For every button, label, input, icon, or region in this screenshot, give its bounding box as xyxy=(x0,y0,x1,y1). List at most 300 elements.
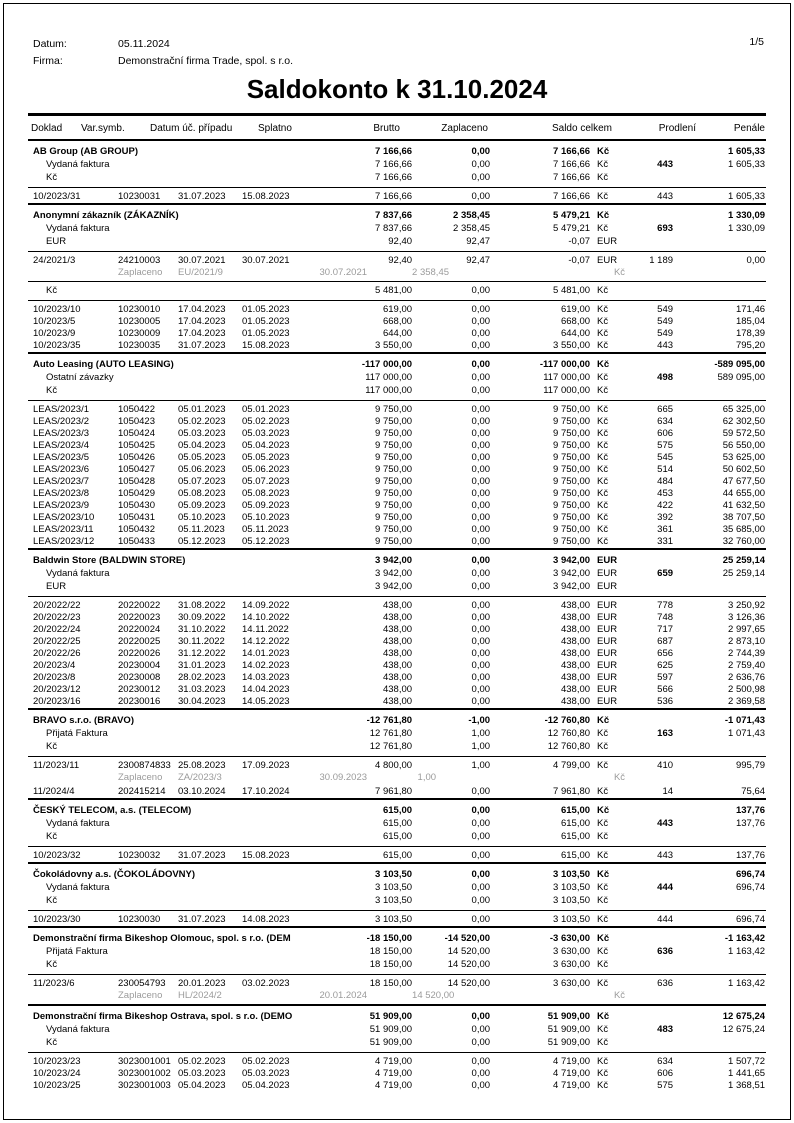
cell-varsymb: 10230010 xyxy=(113,301,173,317)
cell-brutto: 9 750,00 xyxy=(375,440,413,451)
cell-saldo: 12 760,80 xyxy=(547,741,591,752)
col-header-penale: Penále xyxy=(733,123,765,134)
invoice-row xyxy=(28,416,766,428)
col-header-prodleni: Prodlení xyxy=(658,123,696,134)
cell-zaplaceno: 0,00 xyxy=(471,385,491,396)
invoice-row xyxy=(28,252,766,268)
cell-datum: 05.01.2023 xyxy=(173,401,233,417)
cell-varsymb: 20230012 xyxy=(118,684,161,695)
cell-brutto: -117 000,00 xyxy=(300,353,412,372)
cell-saldo: 615,00 xyxy=(560,831,591,842)
group-header-row xyxy=(28,927,766,946)
currency-subtotal-row xyxy=(28,1037,766,1053)
cell-saldo: 4 799,00 xyxy=(490,757,590,773)
cell-zaplaceno: 0,00 xyxy=(471,648,491,659)
cell-datum: 31.12.2022 xyxy=(178,648,226,659)
cell-splatno: 15.08.2023 xyxy=(242,340,290,351)
cell-currency: Kč xyxy=(597,1080,609,1091)
cell-prodleni: 545 xyxy=(657,452,674,463)
cell-penale: 2 759,40 xyxy=(728,660,766,671)
paid-doc-ref: HL/2024/2 xyxy=(178,990,222,1001)
cell-varsymb: 1050427 xyxy=(118,464,155,475)
cell-brutto: 3 942,00 xyxy=(300,549,412,568)
cell-prodleni: 606 xyxy=(657,428,674,439)
cell-prodleni: 444 xyxy=(628,911,676,928)
cell-penale xyxy=(676,282,766,301)
cell-doklad: LEAS/2023/6 xyxy=(33,464,89,475)
cell-splatno: 14.01.2023 xyxy=(242,648,290,659)
cell-prodleni: 778 xyxy=(628,597,676,613)
group-header-row xyxy=(28,353,766,372)
invoice-row xyxy=(28,428,766,440)
cell-splatno: 05.07.2023 xyxy=(242,476,290,487)
cell-prodleni xyxy=(628,895,676,911)
cell-prodleni xyxy=(628,863,676,882)
cell-prodleni: 443 xyxy=(628,847,676,864)
paid-amount: 1,00 xyxy=(417,772,437,783)
group-header-row xyxy=(28,204,766,223)
payment-info-row xyxy=(28,267,766,282)
cell-doklad: 10/2023/23 xyxy=(28,1053,113,1069)
cell-saldo: -12 760,80 xyxy=(490,709,590,728)
invoice-row xyxy=(28,476,766,488)
saldo-table xyxy=(28,141,766,1092)
currency-label: Kč xyxy=(46,385,58,396)
cell-zaplaceno: 0,00 xyxy=(471,1068,491,1079)
cell-varsymb: 1050423 xyxy=(118,416,155,427)
cell-datum: 31.03.2023 xyxy=(178,684,226,695)
cell-currency: EUR xyxy=(597,672,618,683)
currency-label: Kč xyxy=(46,959,58,970)
cell-brutto: 9 750,00 xyxy=(375,428,413,439)
cell-currency: Kč xyxy=(597,959,609,970)
cell-brutto: -12 761,80 xyxy=(300,709,412,728)
col-header-varsymb: Var.symb. xyxy=(81,123,125,134)
cell-penale: 185,04 xyxy=(735,316,766,327)
cell-currency: Kč xyxy=(597,488,609,499)
cell-saldo: 3 103,50 xyxy=(553,895,591,906)
cell-brutto: 9 750,00 xyxy=(375,536,413,547)
cell-brutto: 7 166,66 xyxy=(375,172,413,183)
cell-penale: 795,20 xyxy=(735,340,766,351)
cell-prodleni: 636 xyxy=(628,975,676,991)
cell-doklad: 11/2023/11 xyxy=(28,757,113,773)
report-title: Saldokonto k 31.10.2024 xyxy=(246,74,548,104)
currency-label: Kč xyxy=(46,1037,58,1048)
cell-brutto: 438,00 xyxy=(382,672,413,683)
cell-saldo: 644,00 xyxy=(560,328,591,339)
doc-type-row xyxy=(28,1024,766,1037)
cell-datum: 30.04.2023 xyxy=(178,696,226,707)
cell-splatno: 14.03.2023 xyxy=(242,672,290,683)
cell-datum: 31.07.2023 xyxy=(173,188,233,205)
cell-brutto: 615,00 xyxy=(382,818,413,829)
cell-varsymb: 10230032 xyxy=(113,847,173,864)
cell-penale: 2 997,65 xyxy=(728,624,766,635)
cell-currency: EUR xyxy=(597,568,618,579)
invoice-row xyxy=(28,660,766,672)
cell-datum: 05.05.2023 xyxy=(178,452,226,463)
cell-currency: Kč xyxy=(597,440,609,451)
cell-currency: Kč xyxy=(590,799,628,818)
cell-varsymb: 10230005 xyxy=(118,316,161,327)
cell-penale: 1 605,33 xyxy=(728,159,766,170)
cell-penale: 696,74 xyxy=(676,911,766,928)
cell-saldo: 3 630,00 xyxy=(553,959,591,970)
cell-prodleni: 693 xyxy=(657,223,674,234)
cell-brutto: 644,00 xyxy=(382,328,413,339)
cell-brutto: 9 750,00 xyxy=(375,524,413,535)
cell-saldo: 3 103,50 xyxy=(490,911,590,928)
cell-saldo: 438,00 xyxy=(560,660,591,671)
cell-penale: 25 259,14 xyxy=(676,549,766,568)
cell-brutto: 3 942,00 xyxy=(375,581,413,592)
cell-saldo: -3 630,00 xyxy=(490,927,590,946)
invoice-row xyxy=(28,401,766,417)
cell-doklad: 20/2023/4 xyxy=(33,660,76,671)
doc-type-label: Přijatá Faktura xyxy=(46,728,108,739)
cell-prodleni: 392 xyxy=(657,512,674,523)
cell-doklad: 10/2023/10 xyxy=(28,301,113,317)
cell-currency: Kč xyxy=(597,741,609,752)
cell-penale xyxy=(676,895,766,911)
cell-zaplaceno: 0,00 xyxy=(471,536,491,547)
cell-doklad: LEAS/2023/12 xyxy=(33,536,95,547)
cell-penale xyxy=(676,741,766,757)
cell-currency: Kč xyxy=(597,946,609,957)
cell-zaplaceno: 0,00 xyxy=(471,488,491,499)
cell-saldo: 9 750,00 xyxy=(553,440,591,451)
cell-splatno: 05.02.2023 xyxy=(233,1053,300,1069)
cell-saldo: 9 750,00 xyxy=(490,401,590,417)
group-header-row xyxy=(28,799,766,818)
cell-splatno: 05.11.2023 xyxy=(242,524,289,535)
cell-penale: 1 163,42 xyxy=(728,946,766,957)
cell-penale: 1 330,09 xyxy=(676,204,766,223)
cell-penale xyxy=(676,267,766,282)
cell-saldo: 438,00 xyxy=(560,612,591,623)
invoice-row xyxy=(28,488,766,500)
cell-brutto: 9 750,00 xyxy=(375,476,413,487)
invoice-row xyxy=(28,188,766,205)
paid-doc-ref: ZA/2023/3 xyxy=(178,772,222,783)
cell-doklad: 10/2023/35 xyxy=(33,340,81,351)
cell-brutto: 12 761,80 xyxy=(369,741,413,752)
cell-zaplaceno: 92,47 xyxy=(466,236,491,247)
cell-brutto: 438,00 xyxy=(382,624,413,635)
cell-brutto: 438,00 xyxy=(382,696,413,707)
cell-zaplaceno: 0,00 xyxy=(471,1080,491,1091)
cell-saldo: 615,00 xyxy=(490,799,590,818)
cell-penale: 2 500,98 xyxy=(728,684,766,695)
cell-penale: 53 625,00 xyxy=(722,452,766,463)
cell-prodleni xyxy=(628,204,676,223)
cell-penale: 1 368,51 xyxy=(728,1080,766,1091)
cell-saldo xyxy=(490,772,590,786)
cell-saldo: 9 750,00 xyxy=(553,524,591,535)
cell-prodleni: 606 xyxy=(657,1068,674,1079)
cell-varsymb: 1050428 xyxy=(118,476,155,487)
cell-prodleni: 659 xyxy=(657,568,674,579)
cell-currency: Kč xyxy=(590,188,628,205)
cell-prodleni: 687 xyxy=(657,636,674,647)
cell-brutto: 12 761,80 xyxy=(369,728,413,739)
col-header-doklad: Doklad xyxy=(31,123,63,134)
report-company-row xyxy=(33,53,293,70)
cell-zaplaceno: 0,00 xyxy=(471,624,491,635)
cell-penale: 41 632,50 xyxy=(722,500,766,511)
cell-penale: 62 302,50 xyxy=(722,416,766,427)
cell-prodleni: 665 xyxy=(628,401,676,417)
cell-brutto: 51 909,00 xyxy=(369,1024,413,1035)
cell-brutto: 117 000,00 xyxy=(365,372,413,383)
cell-prodleni xyxy=(628,236,676,252)
cell-saldo: -0,07 xyxy=(490,252,590,268)
cell-splatno: 05.04.2023 xyxy=(242,1080,290,1091)
doc-type-row xyxy=(28,818,766,831)
cell-doklad xyxy=(28,267,113,282)
cell-zaplaceno: 0,00 xyxy=(471,672,491,683)
cell-brutto: 51 909,00 xyxy=(369,1037,413,1048)
cell-datum: 05.04.2023 xyxy=(178,440,226,451)
currency-subtotal-row xyxy=(28,831,766,847)
cell-currency: EUR xyxy=(590,252,628,268)
cell-splatno: 01.05.2023 xyxy=(233,301,300,317)
cell-brutto: 438,00 xyxy=(382,636,413,647)
cell-zaplaceno: 0,00 xyxy=(471,340,491,351)
cell-penale: 1 330,09 xyxy=(728,223,766,234)
invoice-row xyxy=(28,1053,766,1069)
col-header-splatno: Splatno xyxy=(258,123,292,134)
cell-saldo: 438,00 xyxy=(490,597,590,613)
cell-brutto: 9 750,00 xyxy=(300,401,412,417)
group-name: Auto Leasing (AUTO LEASING) xyxy=(28,353,300,372)
cell-doklad: 20/2022/26 xyxy=(33,648,81,659)
doc-type-row xyxy=(28,223,766,236)
cell-brutto: -18 150,00 xyxy=(300,927,412,946)
cell-saldo: 7 166,66 xyxy=(490,188,590,205)
cell-splatno: 03.02.2023 xyxy=(233,975,300,991)
cell-currency: Kč xyxy=(597,476,609,487)
cell-penale: 2 873,10 xyxy=(728,636,766,647)
cell-datum: 30.09.2022 xyxy=(178,612,226,623)
cell-penale: 12 675,24 xyxy=(676,1005,766,1024)
cell-prodleni xyxy=(628,831,676,847)
invoice-row xyxy=(28,440,766,452)
cell-saldo: 438,00 xyxy=(560,648,591,659)
cell-penale xyxy=(676,990,766,1005)
cell-saldo: 3 630,00 xyxy=(553,946,591,957)
cell-zaplaceno: 0,00 xyxy=(471,895,491,906)
cell-doklad: LEAS/2023/9 xyxy=(33,500,89,511)
cell-splatno: 05.02.2023 xyxy=(242,416,290,427)
cell-brutto: 9 750,00 xyxy=(375,512,413,523)
cell-doklad: LEAS/2023/7 xyxy=(33,476,89,487)
cell-penale: 2 636,76 xyxy=(728,672,766,683)
cell-splatno: 14.08.2023 xyxy=(233,911,300,928)
paid-date: 30.07.2021 xyxy=(319,267,368,278)
paid-label: Zaplaceno xyxy=(118,990,163,1001)
cell-prodleni xyxy=(628,581,676,597)
cell-currency: Kč xyxy=(590,1005,628,1024)
cell-datum: 31.10.2022 xyxy=(178,624,226,635)
cell-penale: 38 707,50 xyxy=(722,512,766,523)
cell-saldo: 4 719,00 xyxy=(553,1068,591,1079)
cell-doklad: 20/2023/12 xyxy=(33,684,81,695)
cell-varsymb: 1050426 xyxy=(118,452,155,463)
cell-zaplaceno: 0,00 xyxy=(471,831,491,842)
cell-saldo: -0,07 xyxy=(568,236,591,247)
cell-varsymb: 20220022 xyxy=(113,597,173,613)
cell-penale: 696,74 xyxy=(676,863,766,882)
cell-zaplaceno: 0,00 xyxy=(471,452,491,463)
cell-doklad: LEAS/2023/4 xyxy=(33,440,89,451)
cell-currency: EUR xyxy=(597,612,618,623)
cell-currency: EUR xyxy=(597,236,618,247)
invoice-row xyxy=(28,500,766,512)
cell-doklad: LEAS/2023/8 xyxy=(33,488,89,499)
invoice-row xyxy=(28,1068,766,1080)
cell-brutto: 438,00 xyxy=(300,597,412,613)
cell-saldo: 117 000,00 xyxy=(543,385,591,396)
cell-currency: EUR xyxy=(590,597,628,613)
cell-zaplaceno: 0,00 xyxy=(471,1024,491,1035)
invoice-row xyxy=(28,636,766,648)
cell-doklad: LEAS/2023/1 xyxy=(28,401,113,417)
payment-info-row xyxy=(28,990,766,1005)
cell-brutto: 18 150,00 xyxy=(369,959,413,970)
cell-doklad: 10/2023/31 xyxy=(28,188,113,205)
cell-penale: -1 071,43 xyxy=(676,709,766,728)
cell-prodleni: 656 xyxy=(657,648,674,659)
cell-prodleni: 575 xyxy=(657,440,674,451)
cell-saldo: 3 942,00 xyxy=(553,568,591,579)
cell-zaplaceno: 14 520,00 xyxy=(447,959,491,970)
cell-currency: Kč xyxy=(597,146,610,157)
cell-penale: 1 163,42 xyxy=(676,975,766,991)
cell-splatno: 01.05.2023 xyxy=(242,316,290,327)
cell-saldo: 9 750,00 xyxy=(553,500,591,511)
cell-currency: Kč xyxy=(590,353,628,372)
cell-splatno: 14.11.2022 xyxy=(242,624,289,635)
cell-brutto: 615,00 xyxy=(300,847,412,864)
invoice-row xyxy=(28,786,766,799)
title-rule xyxy=(28,113,766,116)
cell-brutto: 9 750,00 xyxy=(375,500,413,511)
cell-prodleni xyxy=(628,772,676,786)
cell-doklad: 20/2022/22 xyxy=(28,597,113,613)
cell-zaplaceno: 0,00 xyxy=(412,188,490,205)
company-value: Demonstrační firma Trade, spol. s r.o. xyxy=(118,55,294,67)
cell-prodleni xyxy=(628,282,676,301)
cell-doklad: 11/2024/4 xyxy=(33,786,75,797)
col-header-datum-uc-pripadu: Datum úč. případu xyxy=(150,123,233,134)
cell-penale: 137,76 xyxy=(735,818,766,829)
cell-prodleni xyxy=(628,927,676,946)
cell-varsymb: 1050424 xyxy=(118,428,155,439)
cell-prodleni xyxy=(628,1037,676,1053)
cell-zaplaceno: 0,00 xyxy=(412,1053,490,1069)
cell-penale xyxy=(676,172,766,188)
currency-subtotal-row xyxy=(28,741,766,757)
cell-zaplaceno: 14 520,00 xyxy=(447,946,491,957)
cell-saldo: 3 103,50 xyxy=(553,882,591,893)
cell-zaplaceno: 0,00 xyxy=(471,612,491,623)
cell-datum: 17.04.2023 xyxy=(178,316,226,327)
cell-zaplaceno: 2 358,45 xyxy=(453,223,491,234)
cell-brutto: 615,00 xyxy=(382,831,413,842)
cell-currency: EUR xyxy=(597,696,618,707)
cell-zaplaceno: 0,00 xyxy=(471,786,491,797)
cell-brutto: 438,00 xyxy=(382,660,413,671)
cell-saldo: 438,00 xyxy=(560,696,591,707)
cell-saldo: 7 166,66 xyxy=(553,159,591,170)
cell-prodleni: 410 xyxy=(628,757,676,773)
cell-currency: Kč xyxy=(597,372,609,383)
cell-splatno: 05.03.2023 xyxy=(242,428,290,439)
cell-zaplaceno: 0,00 xyxy=(471,512,491,523)
doc-type-row xyxy=(28,372,766,385)
cell-currency: Kč xyxy=(590,757,628,773)
cell-saldo: 12 760,80 xyxy=(547,728,591,739)
cell-penale: 137,76 xyxy=(676,847,766,864)
cell-brutto: 5 481,00 xyxy=(300,282,412,301)
cell-varsymb: 24210003 xyxy=(113,252,173,268)
cell-prodleni: 361 xyxy=(657,524,674,535)
cell-prodleni: 444 xyxy=(657,882,674,893)
cell-currency: Kč xyxy=(590,863,628,882)
cell-brutto: 4 719,00 xyxy=(375,1068,413,1079)
doc-type-label: Vydaná faktura xyxy=(46,159,110,170)
cell-penale: 47 677,50 xyxy=(722,476,766,487)
cell-zaplaceno: 0,00 xyxy=(471,464,491,475)
currency-label: Kč xyxy=(28,282,300,301)
cell-prodleni: 549 xyxy=(628,301,676,317)
cell-zaplaceno: 0,00 xyxy=(412,549,490,568)
invoice-row xyxy=(28,512,766,524)
cell-penale: 1 605,33 xyxy=(728,146,766,157)
date-label: Datum: xyxy=(33,38,67,50)
invoice-row xyxy=(28,847,766,864)
cell-saldo: 117 000,00 xyxy=(543,372,591,383)
cell-currency: Kč xyxy=(613,267,626,278)
cell-zaplaceno: 0,00 xyxy=(471,428,491,439)
cell-prodleni: 443 xyxy=(628,188,676,205)
cell-zaplaceno: 0,00 xyxy=(471,440,491,451)
cell-saldo: 7 166,66 xyxy=(553,172,591,183)
invoice-row xyxy=(28,684,766,696)
cell-brutto: 18 150,00 xyxy=(369,946,413,957)
cell-zaplaceno: 0,00 xyxy=(471,636,491,647)
cell-currency: Kč xyxy=(590,1053,628,1069)
cell-saldo: 438,00 xyxy=(560,636,591,647)
cell-varsymb: 20220023 xyxy=(118,612,161,623)
cell-saldo: 619,00 xyxy=(490,301,590,317)
currency-subtotal-row xyxy=(28,236,766,252)
cell-penale: 56 550,00 xyxy=(722,440,766,451)
cell-brutto: 117 000,00 xyxy=(365,385,413,396)
cell-currency: Kč xyxy=(597,385,609,396)
cell-doklad xyxy=(28,990,113,1005)
doc-type-label: Přijatá Faktura xyxy=(46,946,108,957)
invoice-row xyxy=(28,316,766,328)
cell-zaplaceno: 0,00 xyxy=(471,476,491,487)
cell-zaplaceno: 1,00 xyxy=(412,757,490,773)
cell-saldo: 5 479,21 xyxy=(553,223,591,234)
cell-saldo: 9 750,00 xyxy=(553,416,591,427)
cell-penale xyxy=(676,831,766,847)
cell-saldo: 7 961,80 xyxy=(553,786,591,797)
